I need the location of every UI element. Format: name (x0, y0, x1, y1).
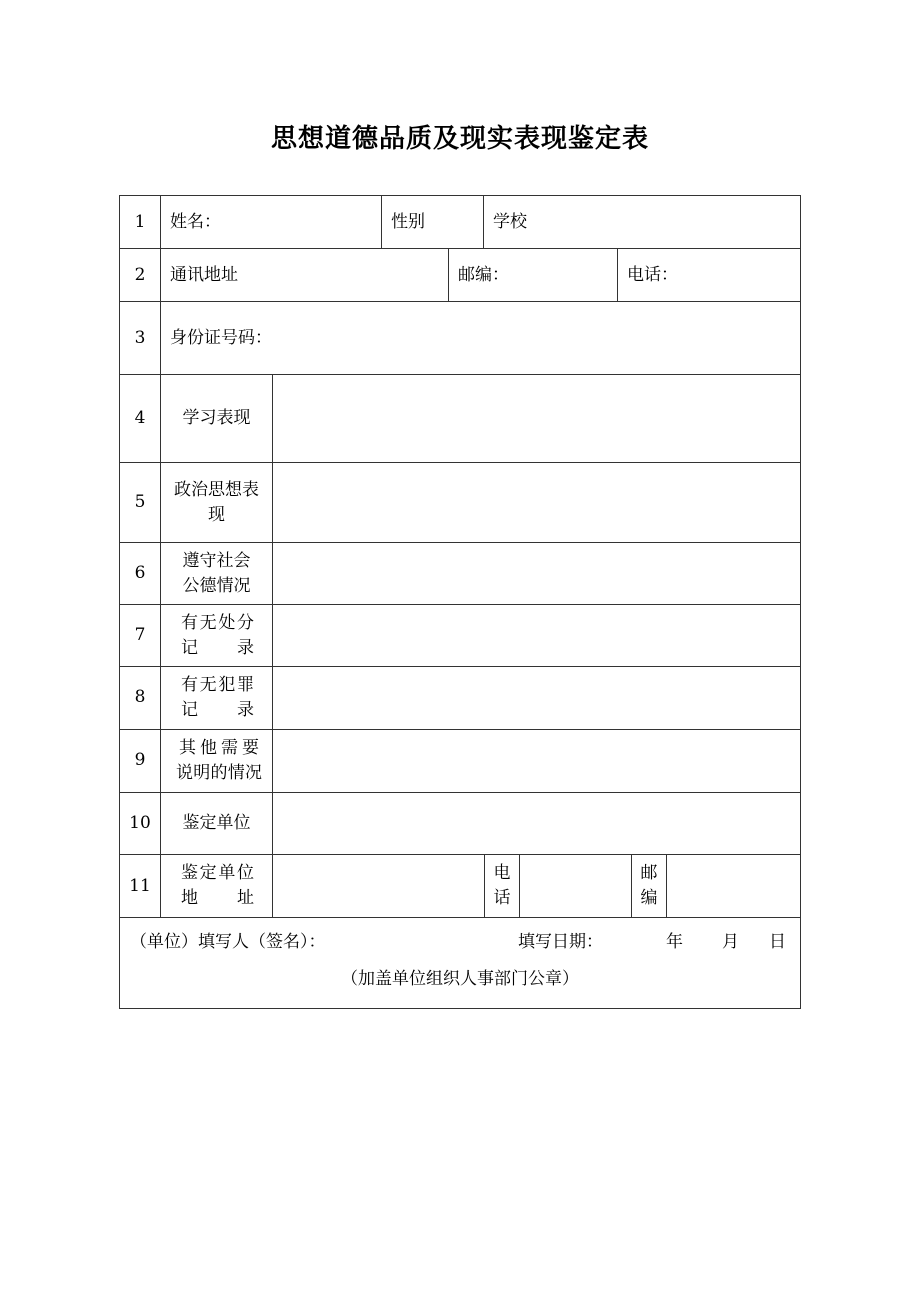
row-number: 5 (134, 492, 146, 512)
unit-phone-label (493, 861, 511, 911)
label-line: 说明的情况 (176, 763, 262, 783)
row-number: 10 (129, 813, 151, 833)
stamp-note: （加盖单位组织人事部门公章） (341, 969, 579, 989)
label-line: 鉴定单位 (181, 863, 254, 883)
label-char: 编 (640, 888, 658, 908)
label-line: 遵守社会 (182, 551, 251, 571)
address-field[interactable]: 通讯地址 (170, 265, 238, 285)
unit-postcode-input[interactable] (667, 855, 800, 917)
year-label: 年 (666, 932, 683, 952)
label-line: 记录 (181, 700, 254, 720)
label-line: 公德情况 (182, 576, 251, 596)
row-divider (120, 301, 800, 302)
filler-signature-label: （单位）填写人（签名）： (130, 932, 326, 952)
unit-address-input[interactable] (273, 855, 484, 917)
row-number: 6 (134, 563, 146, 583)
political-thought-input[interactable] (273, 463, 800, 542)
appraisal-unit-input[interactable] (273, 793, 800, 854)
label-char: 电 (493, 863, 511, 883)
fill-date-label: 填写日期： (518, 932, 603, 952)
phone-field[interactable]: 电话： (627, 265, 678, 285)
unit-address-label (181, 861, 254, 911)
criminal-record-input[interactable] (273, 667, 800, 729)
label-line: 地址 (181, 888, 254, 908)
row-divider (120, 917, 800, 918)
label-line: 有无处分 (181, 613, 254, 633)
id-number-field[interactable]: 身份证号码： (170, 328, 272, 348)
column-divider (484, 854, 485, 917)
label-line: 现 (208, 505, 225, 525)
social-ethics-input[interactable] (273, 543, 800, 604)
social-ethics-label (161, 549, 272, 599)
row-number: 11 (129, 876, 151, 896)
day-label: 日 (769, 932, 786, 952)
row-number: 7 (134, 625, 146, 645)
label-line: 有无犯罪 (181, 675, 254, 695)
political-thought-label (161, 478, 272, 528)
column-divider (631, 854, 632, 917)
month-label: 月 (722, 932, 739, 952)
page-title: 思想道德品质及现实表现鉴定表 (270, 124, 649, 154)
label-char: 邮 (640, 863, 658, 883)
label-char: 话 (493, 888, 511, 908)
label-line: 政治思想表 (174, 480, 259, 500)
criminal-record-label (181, 673, 254, 723)
disciplinary-record-label (181, 611, 254, 661)
study-performance-label: 学习表现 (182, 408, 251, 428)
row-number: 9 (134, 750, 146, 770)
gender-field[interactable]: 性别 (391, 212, 425, 232)
appraisal-unit-label: 鉴定单位 (182, 813, 251, 833)
other-notes-label (176, 736, 262, 786)
label-line: 记录 (181, 638, 254, 658)
postcode-field[interactable]: 邮编： (458, 265, 509, 285)
disciplinary-record-input[interactable] (273, 605, 800, 666)
row-number: 1 (134, 212, 146, 232)
name-field[interactable]: 姓名： (170, 212, 221, 232)
study-performance-input[interactable] (273, 375, 800, 462)
row-divider (120, 248, 800, 249)
row-number: 3 (134, 328, 146, 348)
appraisal-form-table (119, 195, 801, 1009)
unit-postcode-label (640, 861, 658, 911)
other-notes-input[interactable] (273, 730, 800, 792)
label-line: 其他需要 (179, 738, 259, 758)
row-number: 8 (134, 687, 146, 707)
unit-phone-input[interactable] (520, 855, 631, 917)
school-field[interactable]: 学校 (493, 212, 527, 232)
row-number: 2 (134, 265, 146, 285)
row-number: 4 (134, 408, 146, 428)
